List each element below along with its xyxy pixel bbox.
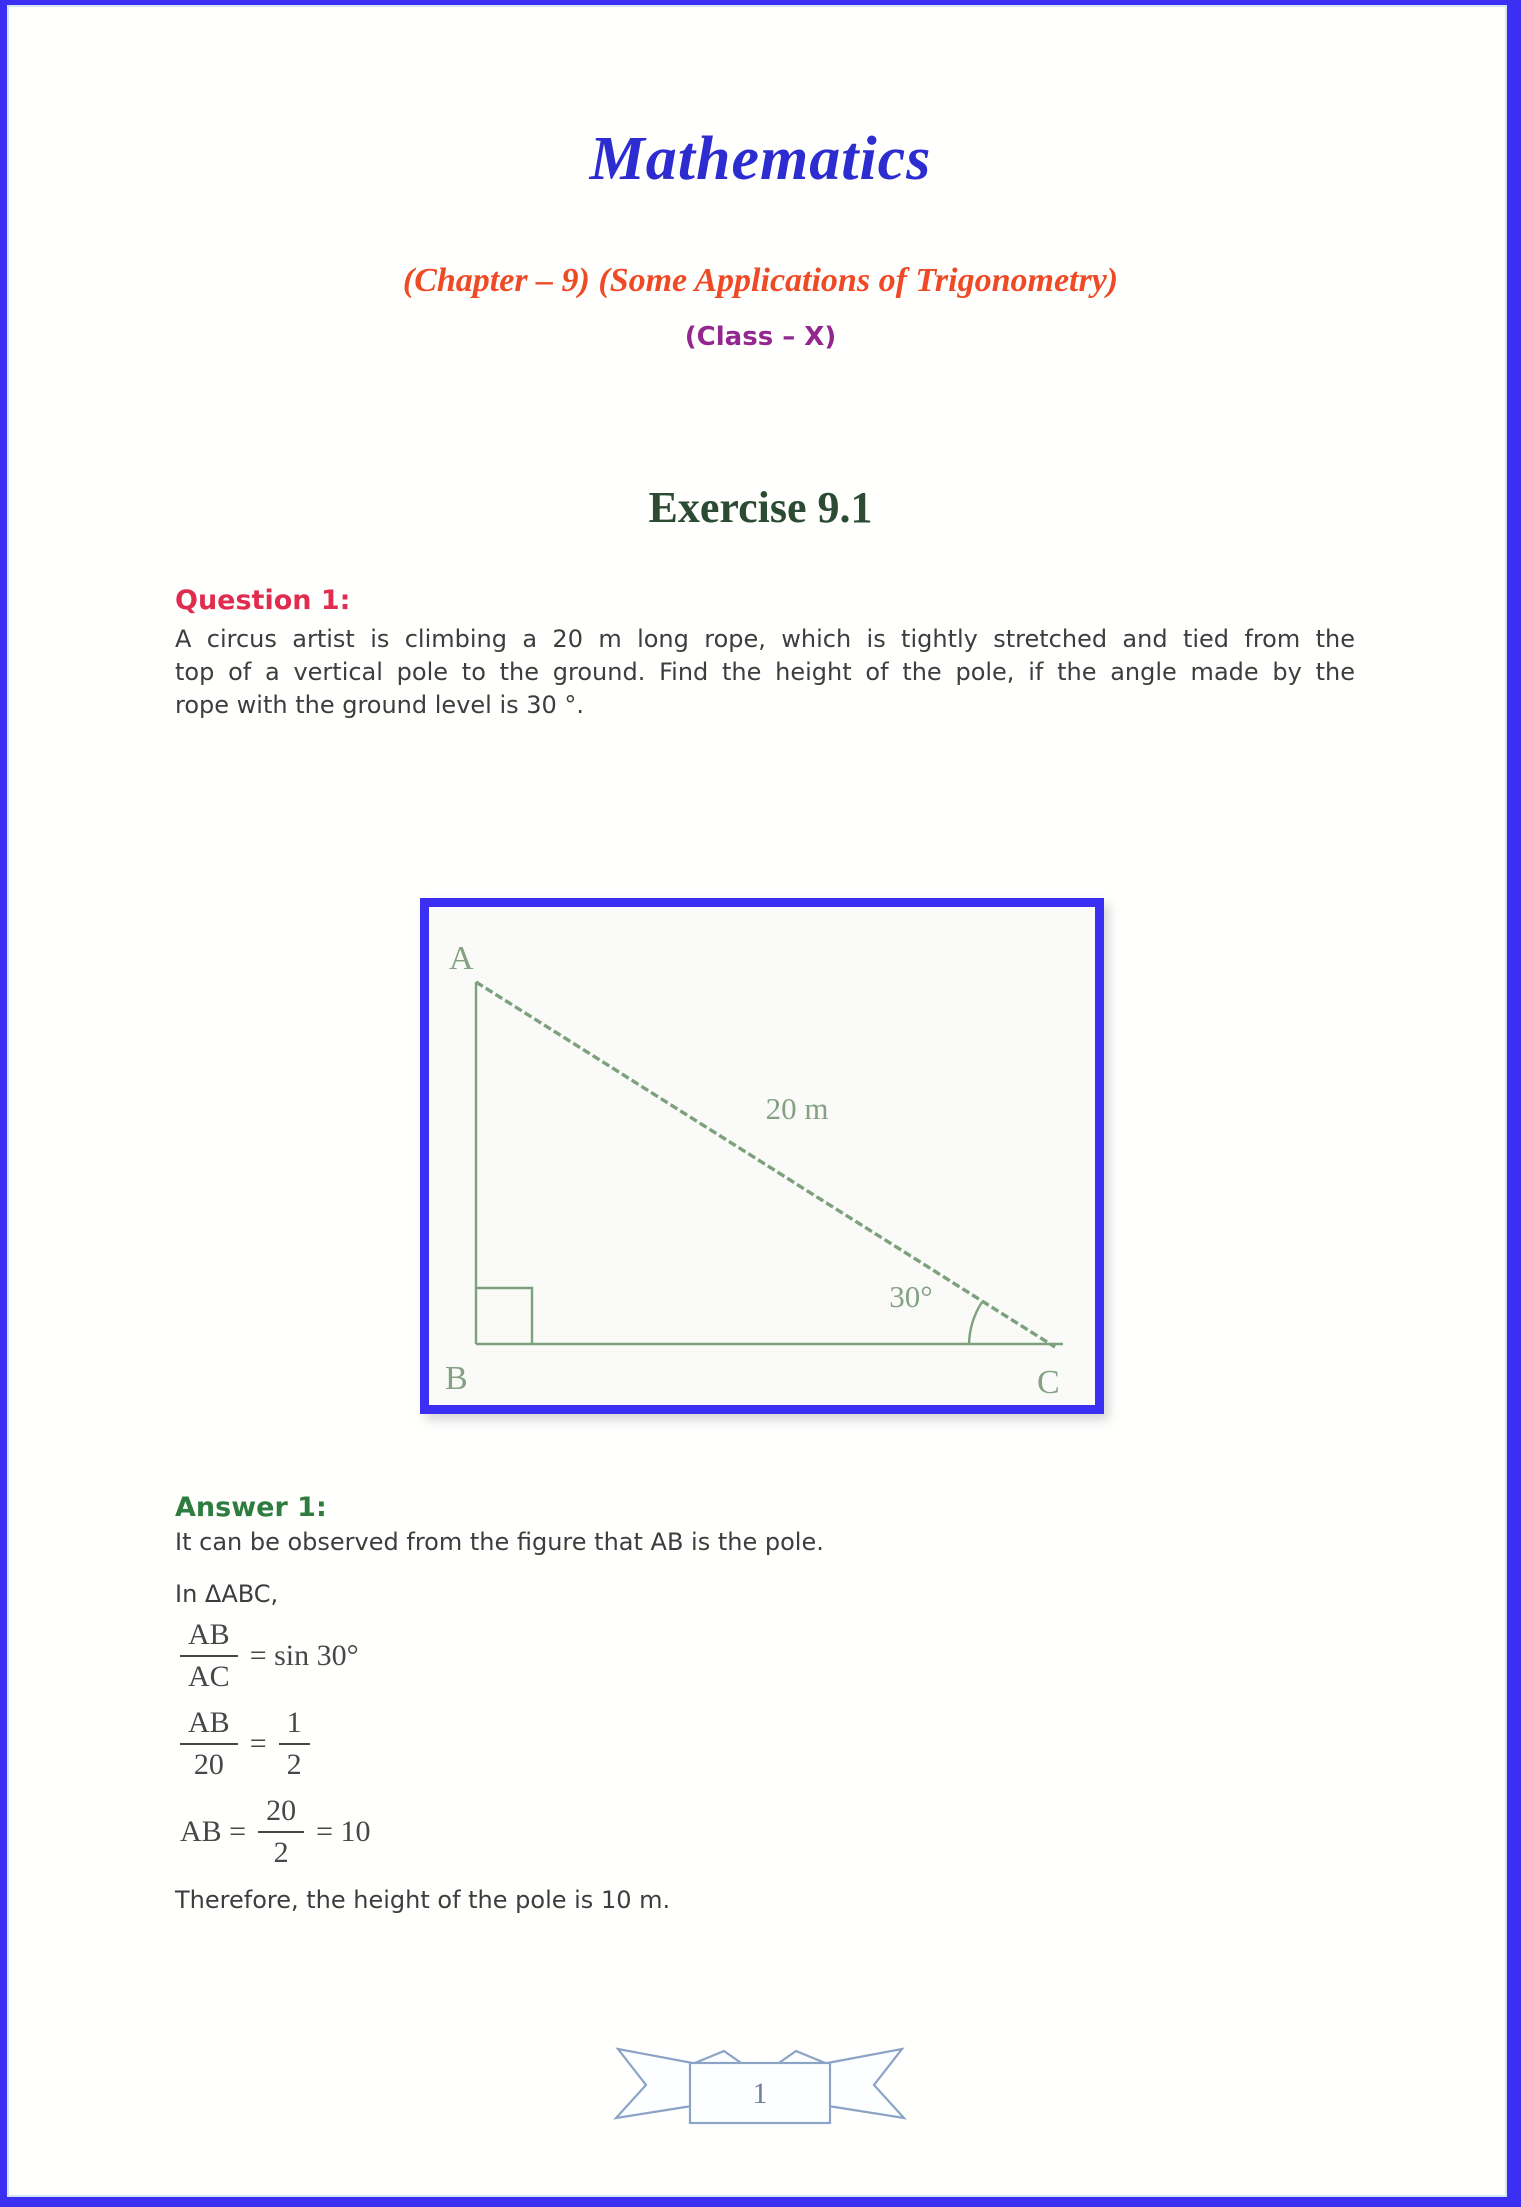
triangle-hypotenuse-rope	[476, 982, 1055, 1347]
answer-in-triangle: In ΔABC,	[175, 1580, 279, 1608]
equation-1-rhs: = sin 30°	[249, 1638, 359, 1672]
vertex-c-label: C	[1037, 1364, 1060, 1401]
question-line-2: top of a vertical pole to the ground. Find the height of the pole, if the angle made by the	[175, 658, 1355, 686]
equation-1-fraction	[180, 1618, 238, 1693]
ribbon-banner	[610, 2044, 910, 2130]
equation-3	[180, 1794, 371, 1869]
triangle-diagram	[429, 907, 1095, 1405]
equation-3-rhs: = 10	[316, 1814, 371, 1848]
hypotenuse-length-label: 20 m	[765, 1091, 829, 1126]
vertex-a-label: A	[449, 940, 474, 977]
equation-3-numerator: 20	[258, 1794, 304, 1833]
ribbon-left-tail	[616, 2049, 698, 2118]
equation-2-left-numerator: AB	[180, 1706, 238, 1745]
angle-value-label: 30°	[889, 1279, 933, 1314]
question-line-3: rope with the ground level is 30 °.	[175, 691, 585, 719]
equation-2-fraction-left	[180, 1706, 238, 1781]
question-line-1: A circus artist is climbing a 20 m long rope, which is tightly stretched and tied from the	[175, 625, 1355, 653]
equation-3-lhs: AB =	[180, 1814, 247, 1848]
ribbon-right-tail	[822, 2049, 904, 2118]
question-text	[175, 623, 1355, 722]
equation-2-equals: =	[249, 1726, 267, 1760]
exercise-heading: Exercise 9.1	[648, 483, 873, 532]
equation-2-fraction-right	[279, 1706, 310, 1781]
vertex-b-label: B	[445, 1360, 468, 1397]
equation-2-right-denominator: 2	[286, 1747, 302, 1781]
answer-conclusion: Therefore, the height of the pole is 10 m.	[175, 1886, 671, 1914]
chapter-subtitle: (Chapter – 9) (Some Applications of Trigonometry)	[402, 262, 1119, 299]
class-line: (Class – X)	[684, 322, 837, 352]
triangle-figure	[420, 898, 1104, 1414]
question-label: Question 1:	[175, 585, 351, 616]
equation-1	[180, 1618, 359, 1693]
equation-2-right-numerator: 1	[279, 1706, 310, 1745]
right-angle-marker	[476, 1288, 532, 1344]
equation-2-left-denominator: 20	[193, 1747, 224, 1781]
page-title: Mathematics	[589, 125, 932, 193]
answer-observation: It can be observed from the figure that AB is the pole.	[175, 1528, 824, 1556]
equation-1-denominator: AC	[188, 1659, 230, 1693]
equation-3-denominator: 2	[273, 1835, 289, 1869]
angle-arc	[969, 1302, 982, 1344]
page-number-ribbon	[610, 2044, 910, 2130]
page-number: 1	[752, 2077, 768, 2110]
answer-label: Answer 1:	[175, 1492, 327, 1523]
equation-3-fraction	[258, 1794, 304, 1869]
equation-1-numerator: AB	[180, 1618, 238, 1657]
equation-2	[180, 1706, 310, 1781]
